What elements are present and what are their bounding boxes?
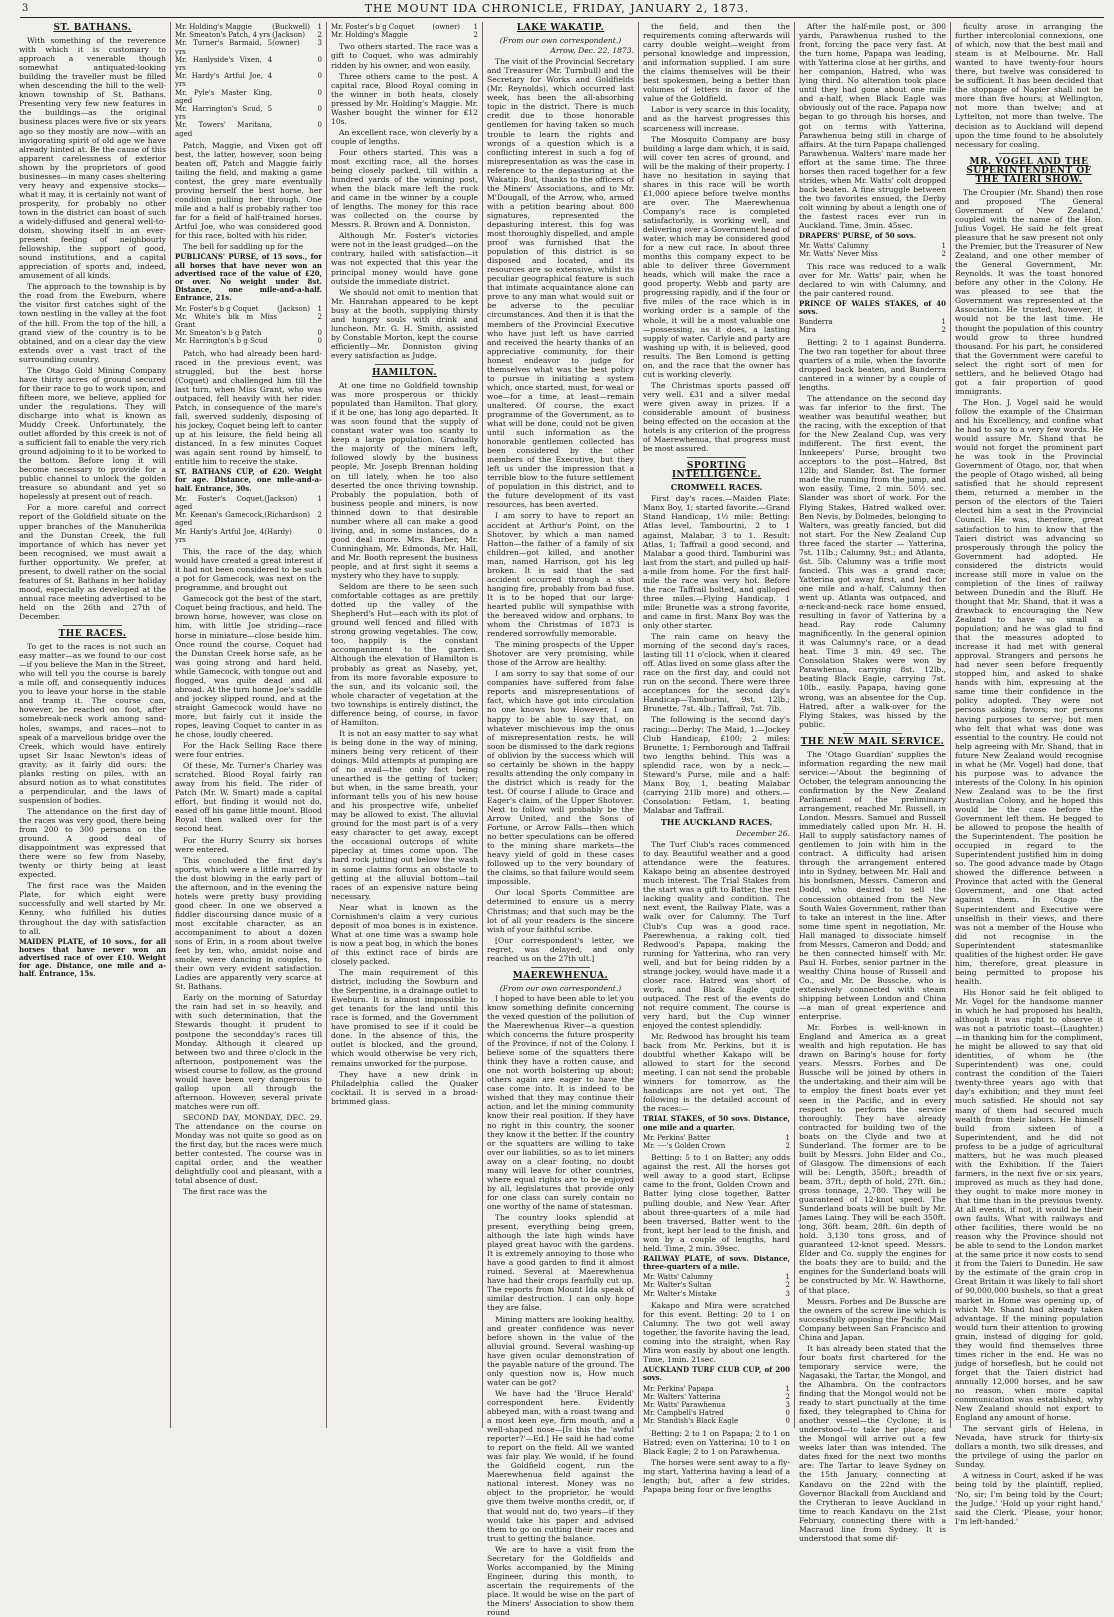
placing: 2 bbox=[941, 326, 946, 335]
article-paragraph: Near what is known as the Cornishmen's claim a very curious deposit of moa bones is in existence. What at one time was a swamp hole is now a peat bog, in which the bones of this extinct race of birds are closely packed. bbox=[331, 902, 478, 966]
column-2 bbox=[171, 22, 327, 1428]
article-paragraph: Mining matters are looking healthy, and greater confidence was never before shown in the value of the alluvial ground. Several washing-up have given ocular demonstration of the payable nature of the ground. The only question now is, How much water can be got? bbox=[487, 1314, 634, 1387]
result-row bbox=[175, 337, 322, 345]
result-row bbox=[175, 511, 322, 527]
race-results-table bbox=[331, 23, 478, 39]
jockey: (Buckwell) bbox=[272, 23, 310, 31]
article-paragraph: The following is the second day's racing:—Derby: The Maid, 1.—Jockey Club Handicap, £100; 2 miles: Brunette, 1; Fernborough and Taffrail two lengths behind. This was a splendid race, won by a neck.—Steward's Purse, mile and a half: Manx Boy, 1, beating Malabar (carrying 21lb more) and others.—Consolation: Fetlam, 1, beating Malabar and Taffrail. bbox=[643, 715, 790, 815]
jockey bbox=[277, 337, 310, 345]
article-paragraph: We are to have a visit from the Secretary for the Goldfields and Works accompanied by the Mining Engineer, during this month, to ascertain the requirements of the place. It would be wise on the part of the Miners' Association to show them round bbox=[487, 1544, 634, 1617]
article-paragraph: ficulty arose in arranging the further intercolonial connexions, one of which, now that the best mail and steam is at Melbourne. Mr. Hall wanted to have twenty-four hours there, but twelve was considered to be sufficient. It has been decided that the stoppage of Napier shall not be more than five hours; at Wellington, not more than twelve; and at Lyttelton, not more than twelve. The decision as to Auckland will depend upon the time found to be absolutely necessary for coaling. bbox=[955, 22, 1103, 149]
article-paragraph: The approach to the township is by the road from the Eweburn, where the visitor first catches sight of the town nestling in the valley at the foot of the hill. From the top of the hill, a grand view of the country is to be obtained, and on a clear day the view extends over a vast tract of the surrounding country. bbox=[19, 282, 166, 364]
race-results-table bbox=[799, 242, 946, 258]
article-paragraph: At one time no Goldfield township was more prosperous or thickly populated than Hamilton. That glory, if it be one, has long ago departed. It was soon found that the supply of constant water was too scanty to keep a large population. Gradually the majority of the miners left, followed slowly by the business people, Mr. Joseph Brennan holding on till lately, when he too also deserted the once thriving township. Probably the population, both of business people and miners, is now thinned down to that desirable number where all can make a good living, and, in some instances, do a good deal more. Mrs. Barber, Mr. Cunningham, Mr. Edmonds, Mr. Hall, and Mr. Booth represent the business people, and at first sight it seems a mystery who they have to supply. bbox=[331, 381, 478, 581]
placing: 1 bbox=[941, 242, 946, 251]
dateline: December 26. bbox=[735, 829, 790, 839]
newspaper-columns bbox=[15, 22, 1109, 1617]
jockey: (owner) bbox=[272, 39, 300, 48]
race-title: DRAPERS' PURSE, of 50 sovs. bbox=[799, 231, 917, 241]
race-entry bbox=[643, 1115, 790, 1131]
race-entry bbox=[643, 1255, 790, 1271]
article-paragraph: Patch, Maggie, and Vixen got off best, the latter, however, soon being beaten off, Patch and Maggie fairly tailing the field, and making a game contest, the grey mare eventually proving herself the best horse, her condition pulling her through. One mile and a half is probably rather too far for a field of half-trained horses. Artful Joe, who was considered good for this race, bolted with his rider. bbox=[175, 140, 322, 241]
race-entry bbox=[19, 938, 166, 979]
placing: 2 bbox=[785, 1392, 790, 1401]
horse-name: Mr. White's blk m Miss Grant bbox=[175, 312, 278, 330]
placing: 0 bbox=[785, 1409, 790, 1418]
page-number: 3 bbox=[22, 3, 30, 14]
placing: 2 bbox=[473, 31, 478, 40]
horse-name: Mr. Keenan's Gamecock, aged bbox=[175, 511, 265, 528]
section-heading: THE NEW MAIL SERVICE. bbox=[800, 736, 945, 747]
horse-name: Mr. Harrington's b g Scud bbox=[175, 337, 268, 346]
jockey bbox=[277, 313, 310, 329]
jockey: (Hardy) bbox=[264, 527, 292, 536]
horse-name: Mr. Walter's Mistake bbox=[643, 1289, 717, 1298]
race-entry bbox=[643, 1366, 790, 1382]
article-paragraph: His Honor said he felt obliged to Mr. Vogel for the handsome manner in which he had proposed his health, although it was right to observe it was not a patriotic toast—(Laughter.)—in thanking him for the compliment, he might be allowed to say that old identities, of whom he (the Superintendent) was one, could contrast the condition of the Taieri twenty-three years ago with that day's exhibition; and they must feel much satisfied. He should not say many of them had secured much wealth from their labors. He himself build from sixteen of a Superintendent, and he did not profess to be a judge of agricultural matters, but he was much pleased with the Exhibition. If the Taieri farmers, in the next five or six years, improved as much as they had done, they ought to make more money in that time than in the previous twenty. At all events, if not, it would be their own faults. What with railways and other facilities, there would be no reason why the Province should not be able to send to the London market at the same price it now costs to send it from the Taieri to Dunedin. He saw by the estimate of the grain crop in Great Britain it was likely to fall short of 90,000,000 bushels, so that a great market in Home was opening up, of which Mr. Shand had already taken advantage. If the mining population would turn their attention to growing grain, instead of digging for gold, they would find themselves three times richer in the end. He was no judge of horseflesh, but he could not forget that the Taieri district had annually 12,000 horses, and he saw no reason, when more capital communication was established, why New Zealand should not export to England any amount of horse. bbox=[955, 987, 1103, 1423]
section-divider bbox=[687, 457, 746, 458]
article-paragraph: The rain came on heavy the morning of the second day's races, lasting till 11 o'clock, when it cleared off. Atlas lived on some glass after the race on the first day, and could not run on the second. There were three acceptances for the second day's Handicap—Tamburini, 9st. 12lb.; Brunette, 7st. 4lb.; Taffrail, 7st. 7lb. bbox=[643, 632, 790, 714]
horse-name: Mira bbox=[799, 326, 816, 335]
section-heading: ST. BATHANS. bbox=[53, 23, 132, 33]
article-paragraph: It is not an easy matter to say what is being done in the way of mining, miners being very reticent of their doings. Mild attempts at pumping are of no avail—the only fact being unearthed is the getting of tucker; but when, in the same breath, your informant tells you of his new house and his prospective wife, unbelief may be allowed to exist. The alluvial ground for the most part is of a very easy character to get away, except the occasional outcrops of white pipeclay at times come upon. The hard rock jutting out below the wash in some claims forms an obstacle to getting at the alluvial bottom—tail races of an expensive nature being necessary. bbox=[331, 728, 478, 901]
article-paragraph: We have had the 'Bruce Herald' correspondent here. Evidently abbeyed man, with a roast twang and a most keen eye, firm mouth, and a well-shaped nose—[Is this the 'awful reporter?'—Ed.] He said he had come to report on the field. All we wanted was fair play. We would, if he found the Goldfield cogent, run the Maerewhenua field against the national interest. Money was no object to the proprietor, he would give them twelve months credit, or, if that would not do, two years—if they would take his paper and advised them to go on cutting their races and trust to getting the balance. bbox=[487, 1388, 634, 1543]
jockey bbox=[272, 105, 310, 121]
jockey: (owner) bbox=[432, 23, 461, 31]
article-paragraph: The 'Otago Guardian' supplies the information regarding the new mail service:—'About the beginning of October, the telegram announcing the confirmation by the New Zealand Parliament of the preliminary arrangement, reached Mr. Russell, in London. Messrs. Samuel and Russell immediately called upon Mr. H. H. Hall to supply satisfactory names of gentlemen to join with him in the contract. A difficulty had arisen through the arrangement entered into in Sydney, between Mr. Hall and his bondsmen, Messrs. Cameron and Dodd, who desired to sell the concession obtained from the New South Wales Government, rather than to take an interest in the line. After some time spent in negotiation, Mr. Hall managed to dissociate himself from Messrs. Cameron and Dodd; and he then connected himself with Mr. Paul H. Forbes, senior partner in the wealthy China house of Russell and Co., and Mr. De Bussche, who is extensively connected with steam shipping between London and China—a man of great experience and enterprise. bbox=[799, 749, 946, 1022]
jockey bbox=[272, 56, 310, 72]
horse-name: Mr. Holding's Maggie bbox=[175, 23, 252, 31]
column-4 bbox=[483, 22, 639, 1617]
placing: 1 bbox=[473, 23, 478, 31]
subsection-heading: CROMWELL RACES. bbox=[670, 482, 763, 493]
section-heading: SPORTING INTELLIGENCE. bbox=[671, 461, 762, 481]
article-paragraph: The bell for saddling up for the bbox=[183, 242, 304, 252]
placing: 1 bbox=[785, 1133, 790, 1142]
result-row bbox=[175, 313, 322, 329]
article-paragraph: With something of the reverence with which it is customary to approach a venerable though somewhat antiquated-looking building the traveller must be filled when descending the hill to the well-known township of St. Bathans. Presenting very few new features in the buildings—as the original business places were five or six years ago so they mostly are now—with an invigorating spirit of old age we have already hinted at. Be the cause of this apparent carelessness of exterior shown by the proprietors of good businesses—in many cases sheltering very heavy and expensive stocks—what it may, it is certainly not want of prosperity, for probably no other town in the district can boast of such a widely-diffused and general well-to-doism, showing itself in an ever-present feeling of neighbourly fellowship, the support of good, sound institutions, and a capital appreciation of sports and, indeed, amusement of all kinds. bbox=[19, 36, 166, 281]
article-paragraph: The Hon. J. Vogel said he would follow the example of the Chairman and his Excellency, and confine what he had to say to a very few words. He would assure Mr. Shand that he would not forget the prominent part he was took in the Provincial Government of Otago, nor, that when the people of Otago wished, all being satisfied that he should represent them, returned a member in the person of the electors of the Taieri elected him a seat in the Provincial Council. He was, therefore, great satisfaction to him to know that the Taieri district was advancing so prosperously through the policy the Government had adopted. He considered the districts would increase still more in value on the completion of the lines of railway between Dunedin and the Bluff. He thought that Mr. Shand, that it was a drawback to encouraging the New Zealand to have so small a population; and he was glad to find that the measures adopted to increase it had met with general approval. Strangers and persons he had never seen before frequently stopped him, and asked to shake hands with him, expressing at the same time their confidence in the policy adopted. They were not persons asking favors; nor persons having purposes to serve; but men who felt that what was done was essential to the country. He could not help agreeing with Mr. Shand, that in future New Zealand would recognise in what he (Mr. Vogel) had done, that his purpose was to advance the interests of the Colony. In his opinion New Zealand was to be the first Australian Colony, and he hoped this would be the case before the Government left them. He begged to be allowed to propose the health of the Superintendent. The position he occupied in regard to the Superintendent justified him in doing so. The good advance made by Otago showed the difference between a Province that acted with the General Government, and one that acted against them. In Otago the Superintendent and Executive were unselfish in their views, and there was not a member of the House who did not recognise in the Superintendent statesmanlike qualities of the highest order. He gave him, therefore, great pleasure in being permitted to propose his health. bbox=[955, 397, 1103, 986]
jockey bbox=[432, 31, 466, 39]
horse-name: Bunderra bbox=[799, 318, 833, 327]
horse-name: Mr. Smeaton's b g Patch bbox=[175, 329, 262, 338]
article-paragraph: The Otago Gold Mining Company have thirty acres of ground secured for their race to go to work upon, and fifteen more, we believe, applied for under the regulations. They will discharge into what is known as Muddy Creek. Unfortunately, the outlet afforded by this creek is not of a sufficient fall to enable the very rich ground adjoining to it to be worked to the bottom. Before long it will become necessary to provide for a public channel to unlock the golden treasure so abundant and yet so hopelessly at present out of reach. bbox=[19, 365, 167, 502]
placing: 1 bbox=[317, 494, 322, 503]
horse-name: Mr. Perkins' Batter bbox=[643, 1133, 711, 1142]
result-row bbox=[643, 1385, 790, 1393]
result-row bbox=[175, 528, 322, 544]
article-paragraph: Four others started. This was a most exciting race, all the horses being closely packed, till within a hundred yards of the winning post, when the black mare left the ruck and came in the winner by a couple of lengths. The money for this race was collected on the course by Messrs. R. Brown and A. Donniston. bbox=[331, 147, 478, 230]
race-title: ST. BATHANS CUP, of £20. Weight for age. Distance, one mile-and-a-half. Entrance, 30s. bbox=[175, 467, 322, 493]
article-paragraph: I hoped to have been able to let you know something definite concerning the vexed question of the pollution of the Maerewhenua River—a question which concerns the future prosperity of the Province, if not of the Colony. I believe some of the squatters there think they have a rotten cause, and one not worth bolstering up about; others again are eager to have the case come into. It is indeed to be wished that they may continue their action, and let the mining community know their real position. If they have no right in this country, the sooner they know it the better. If the country or the squatters are willing to take over our liabilities, so as to let miners away on a clear footing, no doubt many will leave for other countries, where equal rights are to be enjoyed by all, legislatures that provide only for one class can surely contain no one worthy of the name of statesman. bbox=[487, 993, 634, 1211]
result-row bbox=[331, 31, 478, 39]
section-divider bbox=[843, 733, 902, 734]
subsection-heading: THE AUCKLAND RACES. bbox=[660, 816, 773, 827]
article-paragraph: [Our correspondent's letter, we regret, was delayed, and only reached us on the 27th ult.] bbox=[487, 935, 634, 963]
horse-name: Mr. Hanlyside's Vixen, 4 yrs bbox=[175, 55, 273, 73]
race-entry bbox=[175, 253, 322, 302]
result-row bbox=[175, 121, 322, 137]
jockey: (Richardson) bbox=[264, 511, 310, 520]
race-title: PUBLICANS' PURSE, of 15 sovs., for all horses that have never won an advertised race of the value of £20, or over. No weight under 8st. Distance, one mile-and-a-half. Entrance, 21s. bbox=[175, 252, 322, 303]
result-row bbox=[643, 1417, 790, 1425]
column-3 bbox=[327, 22, 483, 1428]
result-row bbox=[643, 1281, 790, 1289]
race-entry bbox=[799, 300, 946, 316]
race-entry bbox=[799, 232, 946, 240]
correspondent-note: (From our own correspondent.) bbox=[499, 36, 622, 46]
article-paragraph: The main requirement of this district, including the Sowburn and the Serpentine, is a drainage outlet to Eweburn. It is almost impossible to get tenants for the land until this race is formed, and the Government have promised to see if it could be done. In the absence of this, the outlet is blocked, and the ground, which would otherwise be very rich, remains unworked for the purpose. bbox=[331, 968, 478, 1068]
result-row bbox=[175, 305, 322, 313]
article-paragraph: The Croupier (Mr. Shand) then rose and proposed 'The General Government of New Zealand,' coupled with the name of the Hon. Julius Vogel. He said he felt great pleasure that he saw present not only the Premier, but the Treasurer of New Zealand, and one other member of the General Government, Mr. Reynolds. It was the toast honored before any other in the Colony. He was pleased to see that the Government was represented at the Association. He trusted, however, it would not be the last time. He thought the population of this country would grow to three hundred thousand. For his part, he considered that the Government were careful to select the right sort of men for settlers, and he believed Otago had got a fair proportion of good immigrants. bbox=[955, 187, 1104, 396]
jockey bbox=[272, 121, 310, 137]
result-row bbox=[175, 72, 322, 88]
article-paragraph: They have a new drink in Philadelphia called the Quaker cocktail. It is served in a broad-brimmed glass. bbox=[331, 1069, 478, 1106]
article-paragraph: Two others started. The race was a gift to Coquet, who was admirably ridden by his owner, and won easily. bbox=[331, 42, 478, 70]
result-row bbox=[643, 1290, 790, 1298]
article-paragraph: The attendance on the second day was far inferior to the first. The weather was beautiful weather, but the racing, with the exception of that for the New Zealand Cup, was very indifferent. The first event, the Innkeepers' Purse, brought two acceptors to the post—Hatred, 8st 12lb; and Slander, 8st. The former made the running from the jump, and won easily. Time, 2 min. 50½ sec. Slander was short of work. For the Flying Stakes, Hatred walked over. Ben Nevis, by Dolmedes, belonging to Walters, was greatly fancied, but did not start. For the New Zealand Cup three faced the starter — Yatterina, 7st. 11lb.; Calumny, 9st.; and Atlanta, 6st. 5lb. Calumny was a trifle most fancied. This was a grand race; Yatterina got away first, and led for one mile and a-half. Calumny then went up. Atlanta was outpaced, and a-neck-and-neck race home ensued, resulting in favor of Yatterina by a head. Ray rode Calumny magnificently. In the general opinion it was Calumny's race, or a dead heat. Time 3 min. 49 sec. The Consolation Stakes were won by Parawhenua, carrying 8st. 12lb., beating Black Eagle, carrying 7st. 10lb., easily. Papapa, having gone wrong, was an absentee for the Cup. Hatred, after a walk-over for the Flying Stakes, was hissed by the public. bbox=[799, 393, 946, 729]
race-results-table bbox=[643, 1273, 790, 1298]
placing: 0 bbox=[317, 527, 322, 536]
race-results-table bbox=[175, 495, 322, 544]
article-paragraph: Our local Sports Committee are determined to ensure us a merry Christmas; and that such may be the lot of all your readers is the sincere wish of your faithful scribe. bbox=[487, 888, 634, 934]
placing: 2 bbox=[317, 312, 322, 321]
race-entry bbox=[175, 468, 322, 493]
race-title: AUCKLAND TURF CLUB CUP, of 200 sovs. bbox=[643, 1365, 790, 1383]
placing: 2 bbox=[317, 511, 322, 520]
article-paragraph: Three others came to the post. A capital race, Blood Royal coming in the winner in both heats, closely pressed by Mr. Holding's Maggie. Mr. Washer bought the winner for £12 10s. bbox=[331, 71, 478, 126]
article-paragraph: The attendance on the first day of the races was very good, there being from 200 to 300 persons on the ground. A good deal of disappointment was expressed that there were so few from Naseby, twenty or thirty being at least expected. bbox=[19, 806, 166, 880]
masthead-rule bbox=[20, 17, 1104, 18]
article-paragraph: Betting: 2 to 1 against Bunderra. The two ran together for about three quarters of a mile, when the favorite dropped back beaten, and Bunderra cantered in a winner by a couple of lengths. bbox=[799, 337, 946, 392]
article-paragraph: Seldom are there to be seen such comfortable cottages as are prettily dotted up the valley of the Shepherd's Hut—each with its plot of ground well fenced and filled with strong growing vegetables. The cow, too, happily is the constant accompaniment to the garden. Although the elevation of Hamilton is probably as great as Naseby, yet, from its more favorable exposure to the sun, and its volcanic soil, the whole character of vegetation at the two townships is entirely distinct, the difference being, of course, in favor of Hamilton. bbox=[331, 582, 478, 727]
horse-name: Mr. Pyle's Master King, aged bbox=[175, 88, 273, 105]
article-paragraph: I am sorry to have to report an accident at Arthur's Point, on the Shotover, by which a man named Hatton—the father of a family of six children—got killed, and another man, named Harrison, got his leg broken. It is said that the sad accident occurred through a shot hanging fire, probably from bad fuse. It is to be hoped that our large-hearted public will sympathise with the bereaved widow and orphans, to whom the Christmas of 1873 is rendered sorrowfully memorable. bbox=[487, 511, 634, 639]
jockey bbox=[272, 89, 310, 105]
article-paragraph: The Mosquito Company are busy building a large dam which, it is said, will cover ten acres of ground, and will be the making of their property. I have no hesitation in saying that shares in this race will be worth £1,000 apiece before twelve months are over. The Maerewhenua Company's race is completed satisfactorily, is working well, and delivering over a Government head of water, which may be considered good for a new cut race. In about three months this company expect to be able to deliver three Government heads, which will make the race a good property. Webb and party are progressing rapidly, and if the four or five miles of the race which is in working order is a sample of the whole, it will be a most valuable one—possessing, as it does, a lasting supply of water. Carlyle and party are washing up with, it is believed, good results. The Ben Lomond is getting on, and the race that the owner has cut is working cleverly. bbox=[643, 134, 790, 379]
article-paragraph: To get to the races is not such an easy matter—as we found to our cost—if you believe the Man in the Street, who will tell you the course is barely a mile off, and consequently induces you to leave your horse in the stable and tramp it. The course can, however, be reached on foot, after somebreak-neck work among sand-holes, swamps, and races—not to speak of a marvellous bridge over the Creek, which would have entirely upset Sir Isaac Newton's ideas of gravity, as it fairly did ours: the planks resting on piles, with an absurd notion as to what constitutes a perpendicular, and the laws of suspension of bodies. bbox=[19, 642, 166, 805]
section-divider bbox=[531, 967, 590, 968]
horse-name: Mr. Hardy's Artful Joe, 4 yrs bbox=[175, 527, 265, 544]
result-row bbox=[643, 1273, 790, 1281]
placing: 0 bbox=[785, 1417, 790, 1426]
section-divider bbox=[63, 625, 122, 626]
horse-name: Mr. Perkins' Papapa bbox=[643, 1384, 714, 1393]
article-paragraph: After the half-mile post, or 300 yards, Parawhenua rushed to the front, forcing the pace very fast. At the turn home, Papapa was leading, with Yatterina close at her girths, and her companion, Hatred, who was lying third. No alteration took place until they had gone about one mile and a-half, when Black Eagle was obviously out of the race. Papapa now began to go through his horses, and got on terms with Yatterina, Parawhenua being still in charge of affairs. At the turn Papapa challenged Parawhenua. Walters' mare made her effort at the same time. The three horses then raced together for a few strides, when Mr. Watts' colt dropped back beaten. A fine struggle between the two favorites ensued, the Derby colt winning by about a length one of the fastest races ever run in Auckland. Time, 3min. 45sec. bbox=[799, 22, 946, 231]
result-row bbox=[643, 1134, 790, 1142]
horse-name: Mr. Standish's Black Eagle bbox=[643, 1417, 739, 1426]
article-paragraph: This race was reduced to a walk over for Mr. Watts' pair, when he declared to win with Calumny, and the pair cantered round. bbox=[799, 261, 946, 298]
result-row bbox=[799, 242, 946, 250]
article-paragraph: First day's races.—Maiden Plate: Manx Boy, 1; started favorite.—Grand Stand Handicap, 1½ mile: Betting: Atlas level, Tambourini, 2 to 1 against, Malabar, 3 to 1. Result: Atlas, 1; Taffrail a good second, and Malabar a good third. Tamburini was last from the start, and pulled up half-a-mile from home. For the first half-mile the race was very hot. Before the race Taffrail bolted, and galloped three miles.—Flying Handicap, 1 mile: Brunette was a strong favorite, and came in first. Manx Boy was the only other starter. bbox=[643, 494, 790, 630]
article-paragraph: For a more careful and correct report of the Goldfield situate on the upper branches of the Manuherikia and the Dunstan Creek, the full importance of which has never yet been recognised, we must await a further opportunity. We prefer, at present, to dwell rather on the social features of St. Bathans in her holiday mood, especially as developed at the annual race meeting advertised to be held on the 26th and 27th of December. bbox=[19, 503, 166, 621]
placing: 1 bbox=[941, 318, 946, 327]
placing: 3 bbox=[785, 1289, 790, 1298]
article-paragraph: Although Mr. Foster's victories were not in the least grudged—on the contrary, hailed with satisfaction—it was not expected that this year the principal money would have gone outside the immediate district. bbox=[331, 231, 478, 286]
article-paragraph: Mr. Forbes is well-known in England and America as a great wealth and high reputation. He has drawn on Baring's house for forty years. Messrs. Forbes and De Bussche will be joined by others in the undertaking, and their aim will be to employ the finest boats ever yet seen in the Pacific, and in every respect to perform the service thoroughly. They have already contracted for building two of the boats on the Clyde and two at Sunderland. The former are to be built by Messrs. John Elder and Co., of Glasgow. The dimensions of each will be: Length, 350ft.; breadth of beam, 37ft.; depth of hold, 27ft. 6in.; gross tonnage, 2,780. They will be guaranteed of 12-knot speed. The Sunderland boats will be built by Mr. James Laing. They will be each 350ft. long, 36ft. beam, 28ft. 6in depth of hold. 3,130 tons gross, and of guaranteed 12-knot speed. Messrs. Elder and Co. supply the engines for the boats they are to build; and the engines for the Sunderland boats will be constructed by Mr. W. Hawthorne, of that place. bbox=[799, 1023, 946, 1295]
horse-name: Mr. Foster's b g Coquet bbox=[331, 23, 415, 31]
placing: 0 bbox=[317, 121, 322, 130]
result-row bbox=[799, 250, 946, 258]
race-results-table bbox=[643, 1385, 790, 1426]
article-paragraph: The first race was the Maiden Plate, for which eight were successfully and well started by Mr. Kenny, who fulfilled his duties throughout the day with satisfaction to all. bbox=[19, 881, 166, 936]
placing: 0 bbox=[317, 329, 322, 338]
article-paragraph: I am sorry to say that some of our companies have suffered from false reports and misrepresentations of fact, which have got into circulation no one knows how. However, I am happy to be able to say that, on whatever mischievous imp the onus of misrepresentation rests, he will soon be dismissed to the dark regions of oblivion by the success which will so certainly be shown in the happy results attending the only company in the district which is ready for the test. Of course I allude to Grace and Eager's claim, of the Upper Shotover. Next to follow will probably be the Arrow United, and the Sons of Fortune, or Arrow Falls—then which no better speculations can be offered to the mining share markets—the heavy yield of gold in these cases followed up to the very boundary of the claims, so that failure would seem impossible. bbox=[487, 669, 634, 887]
horse-name: Mr. Walters' Yatterina bbox=[643, 1392, 721, 1401]
race-results-table bbox=[175, 23, 322, 138]
race-title: MAIDEN PLATE, of 10 sovs., for all horses that have never won an advertised race of over £10. Weight for age. Distance, one mile and a-half. Entrance, 15s. bbox=[19, 936, 166, 979]
newspaper-title: THE MOUNT IDA CHRONICLE, FRIDAY, JANUARY 2, 1873. bbox=[364, 2, 750, 15]
article-paragraph: The first race was the bbox=[183, 1187, 268, 1197]
result-row bbox=[175, 89, 322, 105]
result-row bbox=[175, 495, 322, 511]
article-paragraph: An excellent race, won cleverly by a couple of lengths. bbox=[331, 127, 478, 146]
result-row bbox=[175, 56, 322, 72]
article-paragraph: The Christmas sports passed off very well. £31 and a silver medal were given away in prizes. If a considerable amount of business being effected on the occasion at the hotels is any criterion of the progress of Maerewhenua, that progress must be most assured. bbox=[643, 380, 790, 454]
result-row bbox=[175, 23, 322, 31]
article-paragraph: Betting: 2 to 1 on Papapa; 2 to 1 on Hatred; even on Yatterina; 10 to 1 on Black Eagle; 2 to 1 on Parawhenua. bbox=[643, 1428, 790, 1456]
article-paragraph: A witness in Court, asked if he was being told by the plaintiff, replied, 'No, sir; I'm being told by the Court; the Judge.' 'Hold up your right hand,' said the Clerk. 'Please, your honor, I'm left-handed.' bbox=[955, 1471, 1103, 1526]
column-1 bbox=[15, 22, 171, 1428]
result-row bbox=[643, 1142, 790, 1150]
placing: 2 bbox=[941, 250, 946, 259]
horse-name: Mr. Watts' Calumny bbox=[799, 242, 869, 251]
article-paragraph: Of these, Mr. Turner's Charley was scratched. Blood Royal fairly ran away from his field. The rider of Patch (Mr. W. Smart) made a capital effort, but finding it would not do, eased off his game little mount. Blood Royal then walked over for the second heat. bbox=[175, 761, 322, 834]
race-results-table bbox=[175, 305, 322, 346]
article-paragraph: For the Hack Selling Race there were four entries. bbox=[175, 741, 322, 760]
result-row bbox=[175, 329, 322, 337]
horse-name: Mr. Watts' Parawhenua bbox=[643, 1400, 726, 1409]
result-row bbox=[175, 31, 322, 39]
horse-name: Mr. Turner's Barmaid, 5 yrs bbox=[175, 39, 273, 56]
article-paragraph: Mr. Redwood has brought his team back from Mr. Perkins, but it is doubtful whether Kakapo will be allowed to start for the second meeting. I can not send the probable winners for tomorrow, as the handicaps are not yet out. The following is the detailed account of the races:— bbox=[643, 1032, 790, 1114]
horse-name: Mr. Watts' Never Miss bbox=[799, 250, 878, 259]
placing: 1 bbox=[785, 1384, 790, 1393]
placing: 2 bbox=[785, 1142, 790, 1151]
section-divider bbox=[999, 153, 1058, 154]
jockey: (Jackson) bbox=[277, 304, 310, 313]
result-row bbox=[643, 1393, 790, 1401]
section-heading: THE RACES. bbox=[58, 629, 127, 640]
article-paragraph: SECOND DAY, MONDAY, DEC. 29. The attendance on the course on Monday was not quite so good as on the first day, but the races were much better contested. The course was in capital order, and the weather delightfully cool and pleasant, with a total absence of dust. bbox=[175, 1112, 322, 1186]
article-paragraph: Messrs. Forbes and De Bussche are the owners of the screw line which is successfully opposing the Pacific Mail Company between San Francisco and China and Japan. bbox=[799, 1296, 946, 1342]
article-paragraph: Kakapo and Mira were scratched for this event. Betting: 20 to 1 on Calumny. The two got well away together, the favorite having the lead, coming into the straight, when Ray Mira won easily by about one length. Time, 1min. 21sec. bbox=[643, 1300, 790, 1365]
article-paragraph: Betting: 5 to 1 on Batter; any odds against the rest. All the horses got well away to a good start, Eclipse came to the front, Golden Crown and Batter lying close together, Batter pulling double, and New Year. After about three-quarters of a mile had been traversed, Batter went to the front, kept her lead to the finish, and won by a couple of lengths, hard held. Time, 2 min. 39sec. bbox=[643, 1153, 790, 1253]
horse-name: Mr. Towers' Maritana, aged bbox=[175, 121, 273, 138]
horse-name: Mr. Harrington's Scud, 5 yrs bbox=[175, 105, 273, 122]
race-title: PRINCE OF WALES STAKES, of 40 sovs. bbox=[799, 298, 946, 317]
race-title: RAILWAY PLATE, of sovs. Distance, three-quarters of a mile. bbox=[643, 1253, 790, 1272]
result-row bbox=[643, 1409, 790, 1417]
placing: 0 bbox=[317, 337, 322, 346]
horse-name: Mr. Walter's Sultan bbox=[643, 1281, 712, 1290]
placing: 3 bbox=[785, 1400, 790, 1409]
horse-name: Mr. Campbell's Hatred bbox=[643, 1409, 724, 1418]
section-heading: LAKE WAKATIP. bbox=[516, 23, 605, 33]
horse-name: Mr. Hardy's Artful Joe, 4 yrs bbox=[175, 72, 273, 89]
horse-name: Mr. ----'s Golden Crown bbox=[643, 1142, 726, 1151]
masthead bbox=[0, 0, 1114, 18]
article-paragraph: The country looks splendid at present, everything being green, although the late high winds have played great havoc with the gardens. It is extremely annoying to those who have a good garden to find it almost ruined. Several at Maerewhenua have had their crops fearfully cut up. The reports from Mount Ida speak of similar destruction. I can only hope they are false. bbox=[487, 1213, 634, 1313]
jockey: (Jackson) bbox=[264, 494, 298, 503]
placing: 1 bbox=[785, 1273, 790, 1282]
article-paragraph: the field, and then the requirements coming afterwards will carry double weight—weight from personal knowledge and impression, and information supplied. I am sure the claims themselves will be their best spokesmen, being a better than volumes of letters in favor of the value of the Goldfield. bbox=[643, 22, 790, 104]
correspondent-note: (From our own correspondent.) bbox=[499, 983, 622, 993]
section-heading: HAMILTON. bbox=[371, 368, 438, 378]
placing: 3 bbox=[317, 39, 322, 48]
placing: 1 bbox=[317, 304, 322, 313]
placing: 2 bbox=[317, 31, 322, 40]
article-paragraph: Patch, who had already been hard-raced in the previous event, was struggled, but the best horse (Coquet) and challenged him till the last turn, when Miss Grant, who was outpaced, fell heavily with her rider. Patch, in consequence of the mare's fall, swerved suddenly, disposing of his jockey, Coquet being left to canter up at his leisure, the field being all distanced. In a few minutes Coquet was again sent round by himself, to entitle him to receive the stake. bbox=[175, 348, 322, 467]
section-heading: MAEREWHENUA. bbox=[512, 970, 609, 981]
result-row bbox=[331, 23, 478, 31]
result-row bbox=[175, 105, 322, 121]
jockey bbox=[272, 72, 310, 88]
result-row bbox=[175, 39, 322, 55]
section-divider bbox=[375, 364, 434, 365]
placing: 0 bbox=[317, 88, 322, 97]
article-paragraph: The mining prospects of the Upper Shotover are very promising, while those of the Arrow are healthy. bbox=[487, 640, 634, 668]
placing: 0 bbox=[317, 72, 322, 81]
article-paragraph: The horses were sent away to a fly-ing start, Yatterina having a lead of a length; but, after a few strides, Papapa being four or five lengths bbox=[643, 1457, 790, 1494]
article-paragraph: This, the race of the day, which would have created a great interest if it had not been considered to be such a pot for Gamecock, was next on the programme, and brought out bbox=[175, 547, 322, 593]
jockey bbox=[277, 329, 310, 337]
horse-name: Mr. Foster's Coquet, aged bbox=[175, 494, 265, 512]
placing: 0 bbox=[317, 105, 322, 114]
article-paragraph: Gamecock got the best of the start, Coquet being fractious, and held. The brown horse, however, was close on him, with little Joe striding—race horse in miniature—close beside him. Once round the course, Coquet had the Dunstan Creek horse safe, as he was going strong and hard held, while Gamecock, with tongue out and flogged, was quite dead and all abroad. At the turn home Joe's saddle and jockey slipped round, and at the straight Gamecock would have no more, but fairly cut it inside the ropes, leaving Coquet to canter in as he chose, loudly cheered. bbox=[175, 594, 322, 740]
horse-name: Mr. Foster's b g Coquet bbox=[175, 304, 259, 313]
article-paragraph: Labor is very scarce in this locality, and as the harvest progresses this scarceness will increase. bbox=[643, 105, 790, 133]
race-results-table bbox=[643, 1134, 790, 1150]
result-row bbox=[799, 326, 946, 334]
article-paragraph: It has already been stated that the four boats first chartered for the temporary service were, the Nagasaki, the Tartar, the Mongol, and the Alhambra. On the contractors finding that the Mongol would not be ready to start punctually at the time fixed, they telegraphed to China for another vessel—the Cyclone; it is understood—to take her place; and the Mongol will arrive out a few weeks later than was intended. The dates fixed for the next two months are: The Tartar to leave Sydney on the 15th January, connecting at Kandavu on the 22nd with the Governor Blackall from Auckland and the Crytheran to leave Auckland in time to reach Kandavu on the 21st February, connecting there with a Macraud line from Sydney. It is understood that some dif- bbox=[799, 1343, 946, 1543]
article-paragraph: The visit of the Provincial Secretary and Treasurer (Mr. Turnbull) and the Secretary for Works and Goldfields (Mr. Reynolds), which occurred last week, has been the all-absorbing topic in the district. There is much credit due to those honorable gentlemen for having taken so much trouble to learn the rights and wrongs of a question which is a conflicting interest in such a fog of misrepresentation as was the case in reference to the depasturing at the Wakatip. But, thanks to the officers of the Miners' Associations, and to Mr. M'Dougall, of the Arrow, who, armed with a petition bearing about 800 signatures, represented the depasturing interest, this fog was most thoroughly dispelled, and ample proof was furnished that the population of this district is so disposed and located, and its resources are so extensive, whilst its peculiar geographical feature is such that intimate acquaintance alone can prove to any man what would suit or be adverse to the peculiar circumstances. And then it is that the members of the Provincial Executive who have just left us have carried and received the hearty thanks of an appreciative community, for their honest endeavor to judge for themselves what was the best policy to pursue in initiating a system which, once started, must, for weal or woe—for a time, at least—remain unaltered. Of course, the exact programme of the Government, as to what will be done, could not be given until such information as the honorable gentlemen collected has been considered by the other members of the Executive, but they left us under the impression that a terrible blow to the future settlement of population in this district, and to the future development of its vast resources, has been averted. bbox=[487, 57, 634, 510]
column-7 bbox=[951, 22, 1107, 1526]
column-5 bbox=[639, 22, 795, 1494]
result-row bbox=[643, 1401, 790, 1409]
article-paragraph: This concluded the first day's sports, which were a little marred by the dust blowing in the early part of the afternoon, and in the evening the hotels were pretty busy providing good cheer. In one we observed a fiddler discoursing dance music of a most excitable character, as an accompaniment to about a dozen sons of Erin, in a room about twelve feet by ten, who, amidst noise and smoke, were dancing in couples, to their own very evident satisfaction. Ladies are apparently very scarce at St. Bathans. bbox=[175, 855, 322, 992]
dateline: Arrow, Dec. 22, 1873. bbox=[550, 46, 634, 56]
article-paragraph: We should not omit to mention that Mr. Hanrahan appeared to be kept busy at the booth, supplying thirsty and hungry souls with drink and luncheon. Mr. G. H. Smith, assisted by Constable Morton, kept the course efficiently—Mr. Donniston giving every satisfaction as Judge. bbox=[331, 287, 478, 360]
race-title: TRIAL STAKES, of 50 sovs. Distance, one mile and a quarter. bbox=[643, 1114, 790, 1132]
column-6 bbox=[795, 22, 951, 1543]
jockey: (Jackson) bbox=[272, 31, 306, 40]
horse-name: Mr. Watts' Calumny bbox=[643, 1273, 713, 1282]
placing: 0 bbox=[317, 55, 322, 64]
result-row bbox=[799, 318, 946, 326]
article-paragraph: Early on the morning of Saturday the rain had set in so heavily, and with such determination, that the Stewards thought it prudent to postpone the secondday's races till Monday. Although it cleared up between two and three o'clock in the afternoon, postponement was the wisest course to follow, as the ground would have been very dangerous to gallop upon all through the afternoon. However, several private matches were run off. bbox=[175, 993, 322, 1111]
horse-name: Mr. Holding's Maggie bbox=[331, 31, 408, 40]
section-heading: MR. VOGEL AND THE SUPERINTENDENT OF THE TAIERI SHOW. bbox=[966, 156, 1092, 185]
article-paragraph: The servant girls of Helena, in Nevada, have struck for thirty-six dollars a month, two silk dresses, and the privilege of using the parlor on Sunday. bbox=[955, 1424, 1103, 1470]
article-paragraph: The Turf Club's races commenced to day. Beautiful weather and a good attendance were the features. Kakapo being an absentee destroyed much interest. The Trial Stakes from the start was a gift to Batter, the rest lacking quality and condition. The next event, the Railway Plate, was a walk over for Calumny. The Turf Club's Cup was a good race. Paerewhenua, a raking colt, tied Redwood's Papapa, making the running for Yatterina, who ran very well, and but for being ridden by a strange jockey, would have made it a closer race. Hatred was short of work, and Black Eagle quite outpaced. The rest of the events do not require comment. The course is very hard, but the Cup winner enjoyed the contest splendidly. bbox=[643, 840, 790, 1031]
race-results-table bbox=[799, 318, 946, 334]
horse-name: Mr. Smeaton's Patch, 4 yrs bbox=[175, 31, 271, 40]
placing: 2 bbox=[785, 1281, 790, 1290]
article-paragraph: For the Hurry Scurry six horses were entered. bbox=[175, 835, 322, 854]
placing: 1 bbox=[317, 23, 322, 31]
